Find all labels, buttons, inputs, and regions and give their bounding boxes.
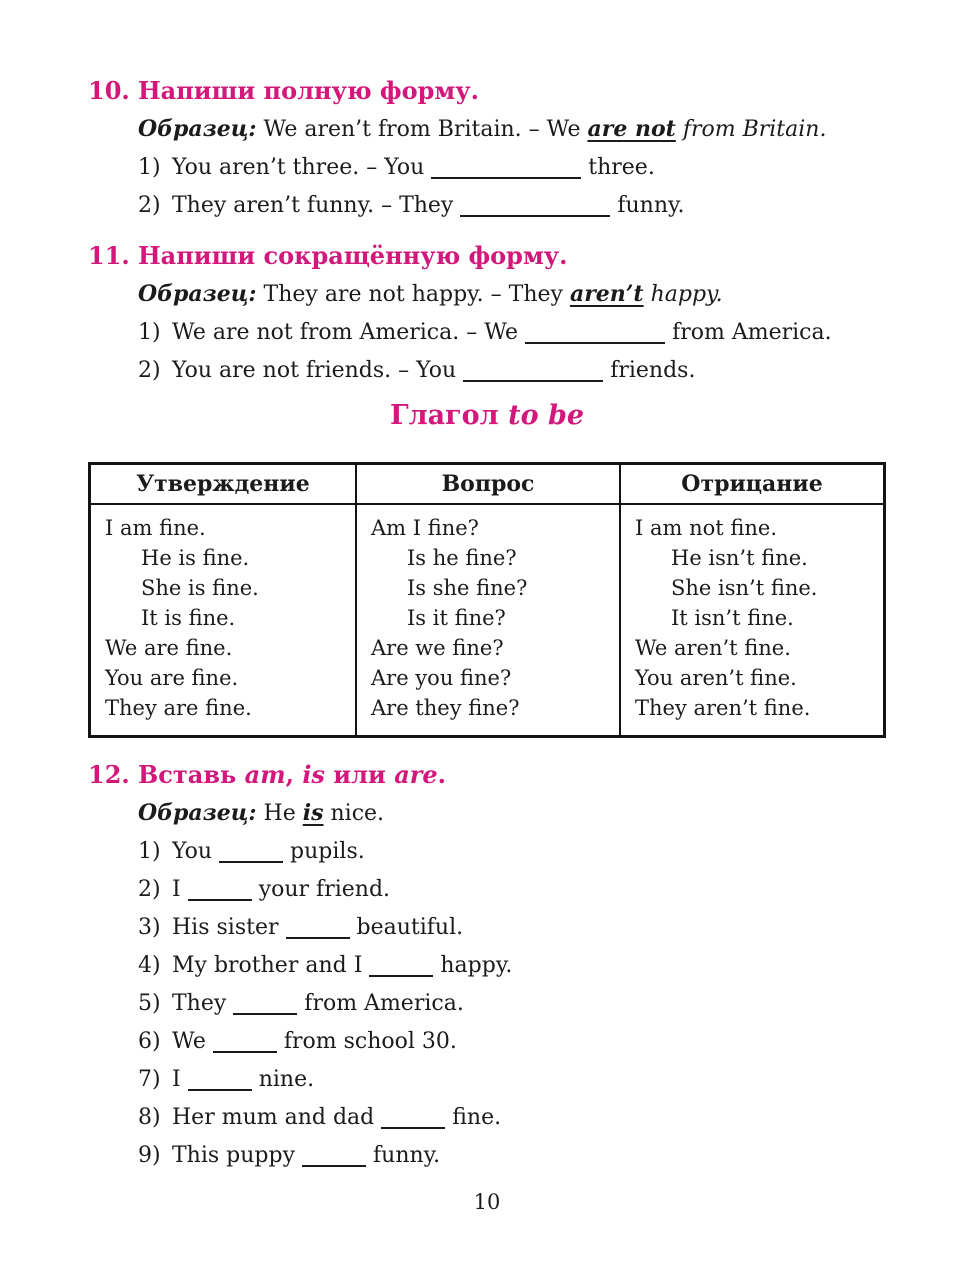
- table-line: Is it fine?: [407, 606, 506, 630]
- item-number: 6): [138, 1029, 161, 1054]
- table-line: I am fine.: [105, 516, 206, 540]
- table-line: Are you fine?: [371, 666, 512, 690]
- item-post-text: your friend.: [258, 877, 391, 902]
- item-number: 2): [138, 193, 161, 218]
- answer-blank: [381, 1105, 445, 1129]
- sample-post-text: from Britain.: [682, 117, 827, 142]
- item-number: 2): [138, 358, 161, 383]
- exercise-10-heading: [88, 72, 886, 110]
- answer-blank: [219, 839, 283, 863]
- answer-blank: [431, 155, 581, 179]
- section-title-regular: Глагол: [389, 400, 499, 431]
- item-number: 4): [138, 953, 161, 978]
- item-post-text: from America.: [672, 320, 832, 345]
- sample-post-text: nice.: [330, 801, 385, 826]
- grammar-section-title: [88, 396, 886, 436]
- sample-label: Образец:: [138, 281, 257, 307]
- exercise-item: [138, 985, 886, 1023]
- item-pre-text: We are not from America. – We: [172, 320, 519, 345]
- exercise-item: [138, 352, 886, 390]
- answer-blank: [525, 320, 665, 344]
- exercise-title: Вставь am, is или are.: [138, 760, 447, 789]
- sample-post-text: happy.: [650, 282, 723, 307]
- table-header-negation: Отрицание: [619, 465, 883, 505]
- item-post-text: from school 30.: [283, 1029, 457, 1054]
- sample-answer: are not: [587, 116, 676, 142]
- sample-line: [138, 275, 886, 314]
- sample-line: [138, 110, 886, 149]
- exercise-item: [138, 871, 886, 909]
- item-post-text: fine.: [452, 1105, 502, 1130]
- answer-blank: [188, 1067, 252, 1091]
- item-number: 1): [138, 320, 161, 345]
- table-line: It is fine.: [141, 606, 236, 630]
- exercise-title: Напиши полную форму.: [138, 76, 479, 105]
- exercise-item: [138, 1061, 886, 1099]
- item-pre-text: His sister: [172, 915, 279, 940]
- item-pre-text: They aren’t funny. – They: [172, 193, 454, 218]
- sample-label: Образец:: [138, 116, 257, 142]
- exercise-item: [138, 947, 886, 985]
- to-be-table: [88, 462, 886, 738]
- answer-blank: [460, 193, 610, 217]
- sample-line: [138, 794, 886, 833]
- item-post-text: funny.: [617, 193, 685, 218]
- exercise-item: [138, 833, 886, 871]
- item-post-text: friends.: [610, 358, 696, 383]
- exercise-12: [88, 756, 886, 1175]
- table-line: You are fine.: [105, 666, 239, 690]
- item-number: 2): [138, 877, 161, 902]
- table-line: Are we fine?: [371, 636, 504, 660]
- table-header-question: Вопрос: [355, 465, 619, 505]
- answer-blank: [213, 1029, 277, 1053]
- table-line: Is she fine?: [407, 576, 528, 600]
- page-number: 10: [473, 1190, 501, 1214]
- exercise-item: [138, 314, 886, 352]
- table-line: Am I fine?: [371, 516, 479, 540]
- sample-answer: is: [302, 800, 324, 826]
- item-pre-text: They: [172, 991, 227, 1016]
- item-post-text: from America.: [304, 991, 464, 1016]
- item-pre-text: You: [172, 839, 213, 864]
- answer-blank: [463, 358, 603, 382]
- answer-blank: [188, 877, 252, 901]
- exercise-item: [138, 149, 886, 187]
- item-pre-text: I: [172, 877, 181, 902]
- item-pre-text: You aren’t three. – You: [172, 155, 425, 180]
- sample-pre-text: They are not happy. – They: [263, 282, 563, 307]
- sample-pre-text: We aren’t from Britain. – We: [263, 117, 581, 142]
- item-number: 8): [138, 1105, 161, 1130]
- answer-blank: [286, 915, 350, 939]
- item-number: 5): [138, 991, 161, 1016]
- item-number: 7): [138, 1067, 161, 1092]
- item-post-text: nine.: [258, 1067, 315, 1092]
- section-title-italic: to be: [508, 400, 585, 431]
- table-header-affirmation: Утверждение: [91, 465, 355, 505]
- item-post-text: beautiful.: [356, 915, 464, 940]
- table-line: Is he fine?: [407, 546, 517, 570]
- table-column-affirmation: [91, 505, 355, 735]
- table-line: I am not fine.: [635, 516, 777, 540]
- answer-blank: [233, 991, 297, 1015]
- sample-answer: aren’t: [569, 281, 644, 307]
- sample-pre-text: He: [263, 801, 296, 826]
- item-pre-text: My brother and I: [172, 953, 363, 978]
- item-number: 9): [138, 1143, 161, 1168]
- item-pre-text: This puppy: [172, 1143, 296, 1168]
- exercise-item: [138, 1099, 886, 1137]
- exercise-11: [88, 237, 886, 390]
- exercise-11-heading: [88, 237, 886, 275]
- table-line: It isn’t fine.: [671, 606, 794, 630]
- answer-blank: [369, 953, 433, 977]
- item-pre-text: Her mum and dad: [172, 1105, 375, 1130]
- table-column-question: [355, 505, 619, 735]
- table-line: She isn’t fine.: [671, 576, 818, 600]
- exercise-12-heading: [88, 756, 886, 794]
- exercise-number: 12.: [88, 760, 130, 789]
- exercise-item: [138, 187, 886, 225]
- item-pre-text: I: [172, 1067, 181, 1092]
- answer-blank: [302, 1143, 366, 1167]
- item-number: 1): [138, 839, 161, 864]
- sample-label: Образец:: [138, 800, 257, 826]
- item-pre-text: You are not friends. – You: [172, 358, 457, 383]
- item-post-text: funny.: [373, 1143, 441, 1168]
- table-line: He isn’t fine.: [671, 546, 808, 570]
- table-line: They are fine.: [105, 696, 252, 720]
- item-post-text: three.: [588, 155, 655, 180]
- exercise-title: Напиши сокращённую форму.: [138, 241, 568, 270]
- item-number: 3): [138, 915, 161, 940]
- item-post-text: happy.: [440, 953, 513, 978]
- exercise-number: 10.: [88, 76, 130, 105]
- exercise-item: [138, 909, 886, 947]
- exercise-item: [138, 1023, 886, 1061]
- table-line: You aren’t fine.: [635, 666, 797, 690]
- table-line: We aren’t fine.: [635, 636, 791, 660]
- exercise-10: [88, 72, 886, 225]
- table-line: She is fine.: [141, 576, 259, 600]
- table-column-negation: [619, 505, 883, 735]
- table-line: He is fine.: [141, 546, 250, 570]
- item-post-text: pupils.: [290, 839, 365, 864]
- item-pre-text: We: [172, 1029, 206, 1054]
- item-number: 1): [138, 155, 161, 180]
- table-line: They aren’t fine.: [635, 696, 811, 720]
- table-line: Are they fine?: [371, 696, 520, 720]
- table-line: We are fine.: [105, 636, 233, 660]
- exercise-number: 11.: [88, 241, 130, 270]
- exercise-item: [138, 1137, 886, 1175]
